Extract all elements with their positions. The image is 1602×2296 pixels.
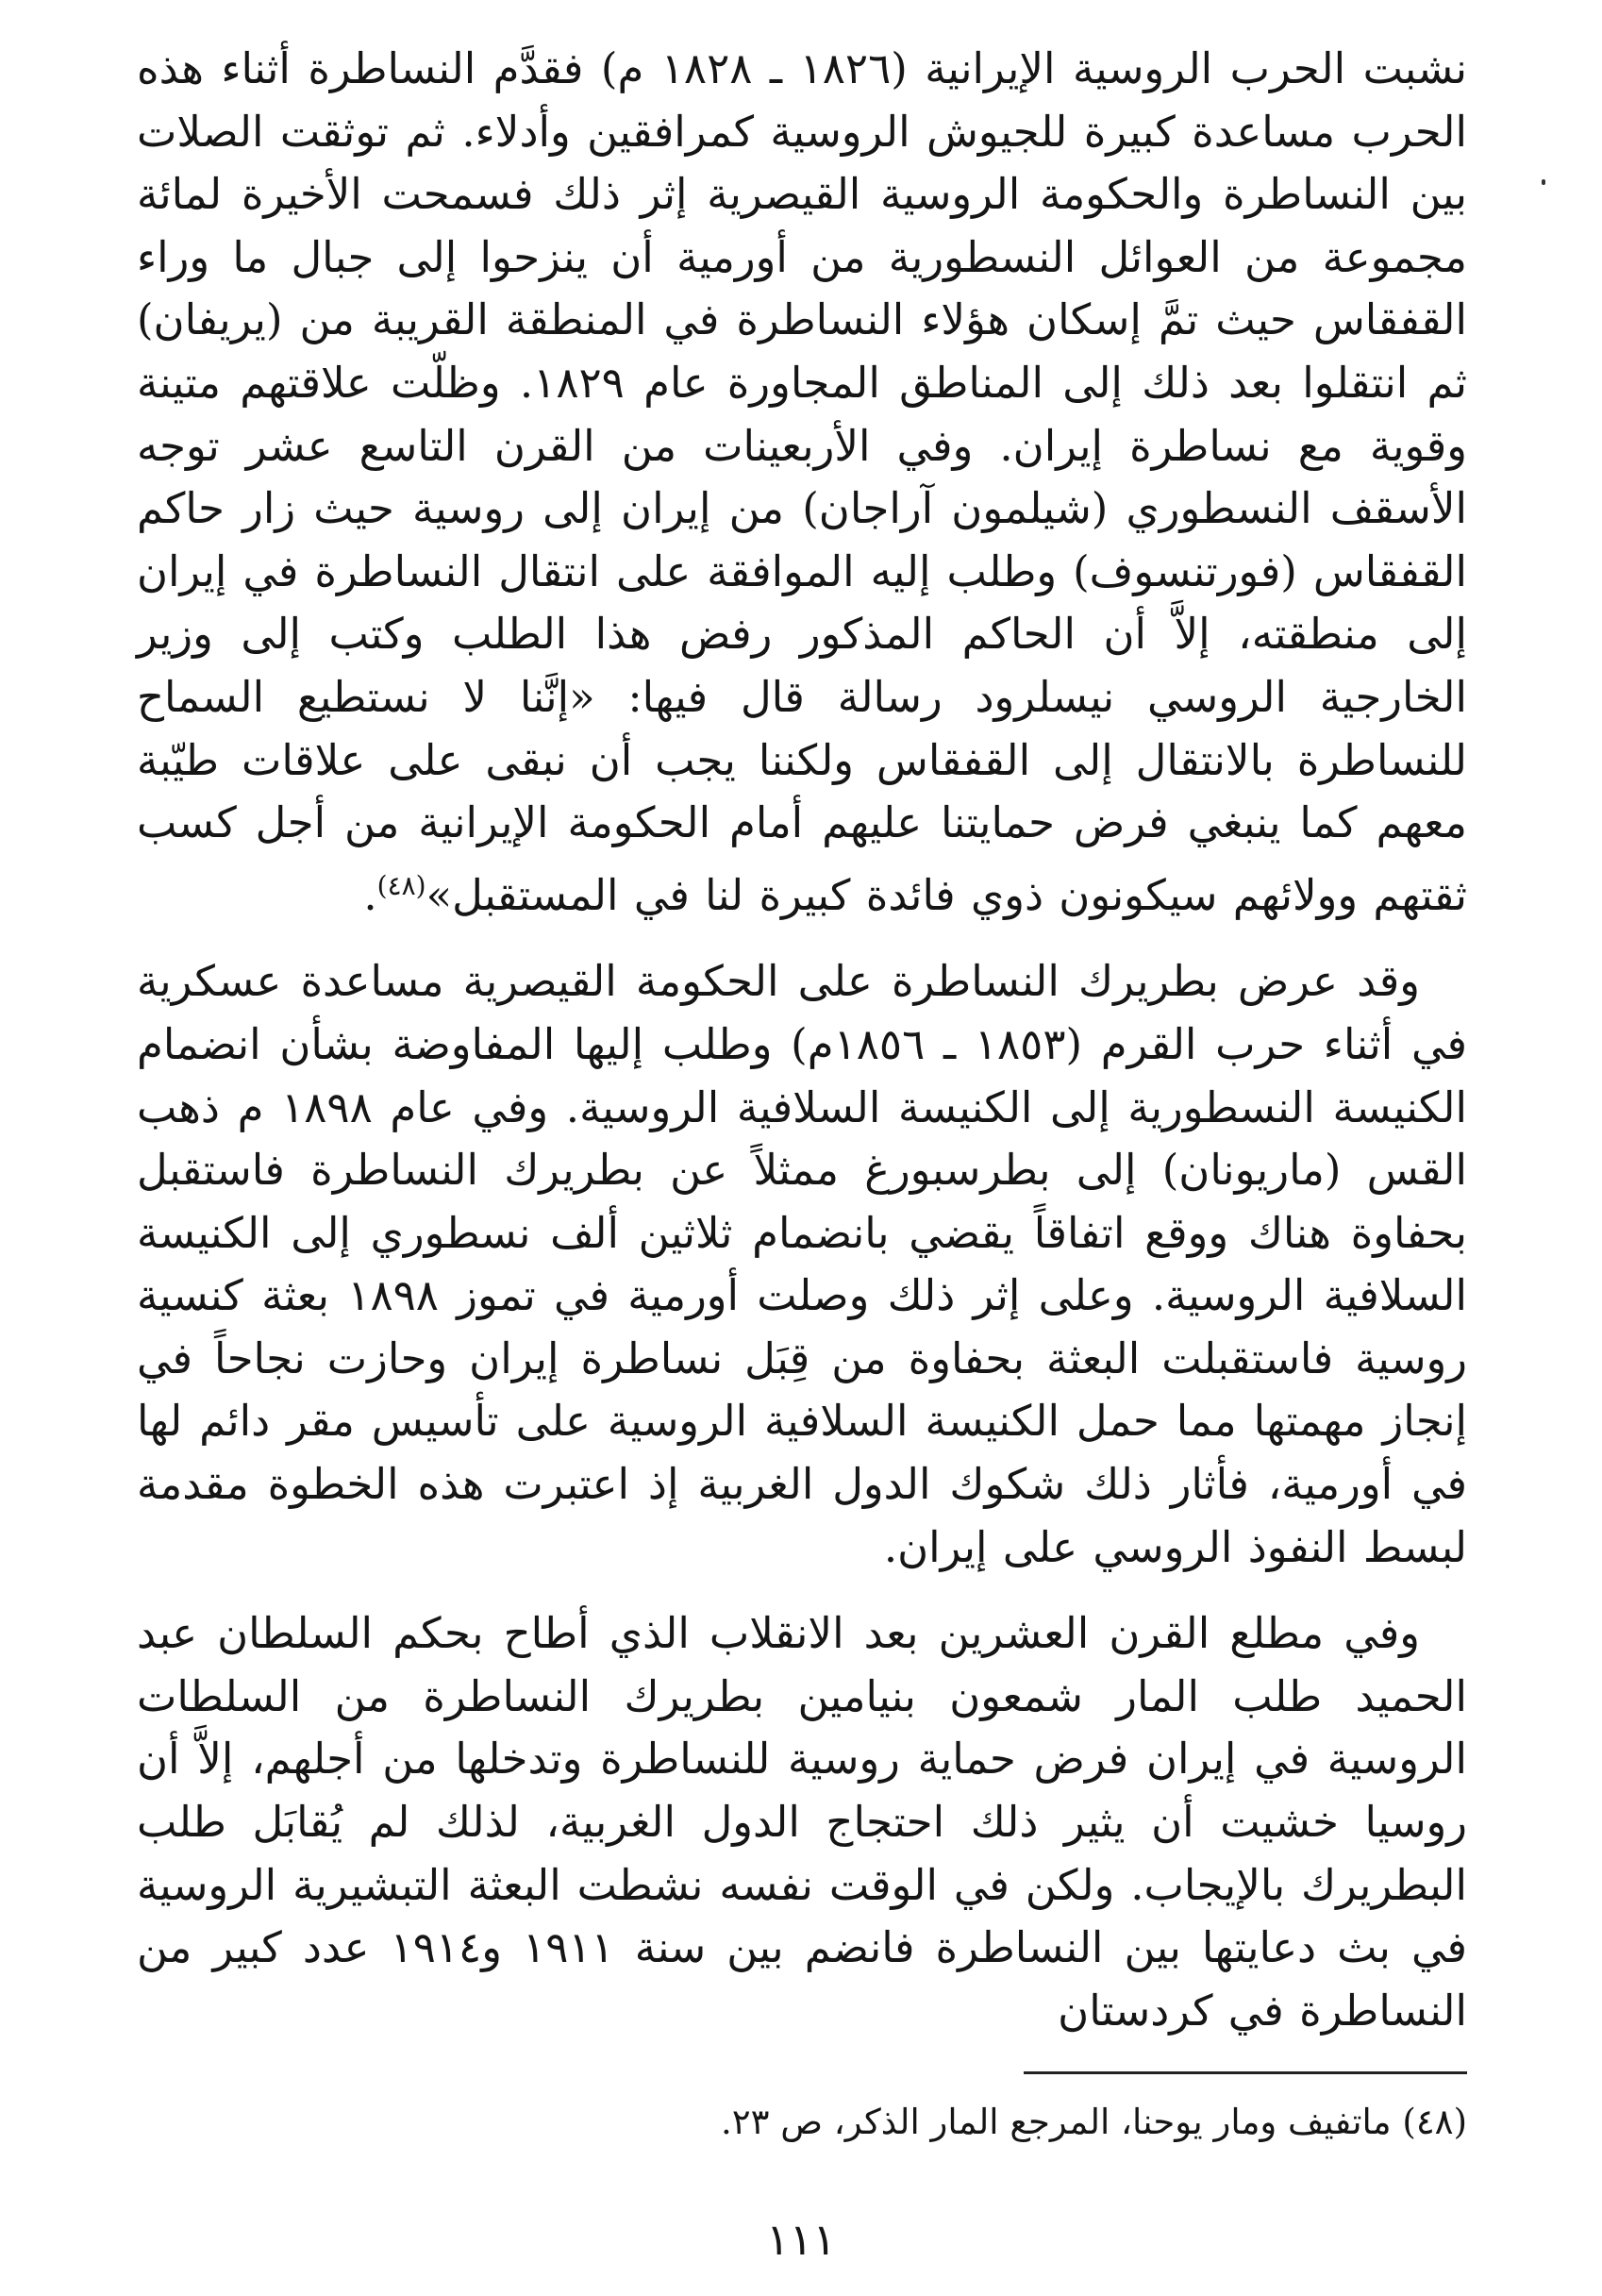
paragraph-2: وقد عرض بطريرك النساطرة على الحكومة القيصرية مساعدة عسكرية في أثناء حرب القرم (١٨٥٣ ـ ١٨٥٦م) وطلب إليها المفاوضة بشأن انضمام الكنيسة النسطورية إلى الكنيسة السلافية الروسية. وفي عام ١٨٩٨ م ذهب القس (ماريونان) إلى بطرسبورغ ممثلاً عن بطريرك النساطرة فاستقبل بحفاوة هناك ووقع اتفاقاً يقضي بانضمام ثلاثين ألف نسطوري إلى الكنيسة السلافية الروسية. وعلى إثر ذلك وصلت أورمية في تموز ١٨٩٨ بعثة كنسية روسية فاستقبلت البعثة بحفاوة من قِبَل نساطرة إيران وحازت نجاحاً في إنجاز مهمتها مما حمل الكنيسة السلافية الروسية على تأسيس مقر دائم لها في أورمية، فأثار ذلك شكوك الدول الغربية إذ اعتبرت هذه الخطوة مقدمة لبسط النفوذ الروسي على إيران.	[137, 956, 1467, 1572]
footnote-separator	[1024, 2071, 1467, 2074]
footnote: (٤٨) ماتفيف ومار يوحنا، المرجع المار الذكر، ص ٢٣.	[721, 2102, 1467, 2142]
paragraph-3: وفي مطلع القرن العشرين بعد الانقلاب الذي أطاح بحكم السلطان عبد الحميد طلب المار شمعون بنيامين بطريرك النساطرة من السلطات الروسية في إيران فرض حماية روسية للنساطرة وتدخلها من أجلهم، إلاَّ أن روسيا خشيت أن يثير ذلك احتجاج الدول الغربية، لذلك لم يُقابَل طلب البطريرك بالإيجاب. ولكن في الوقت نفسه نشطت البعثة التبشيرية الروسية في بث دعايتها بين النساطرة فانضم بين سنة ١٩١١ و١٩١٤ عدد كبير من النساطرة في كردستان	[137, 1608, 1467, 2036]
page-number: ١١١	[765, 2214, 837, 2265]
body-text	[137, 38, 1467, 2042]
scan-speck	[1542, 179, 1545, 185]
paragraph-1	[137, 38, 1467, 927]
paragraph-1-text: نشبت الحرب الروسية الإيرانية (١٨٢٦ ـ ١٨٢٨ م) فقدَّم النساطرة أثناء هذه الحرب مساعدة كبيرة للجيوش الروسية كمرافقين وأدلاء. ثم توثقت الصلات بين النساطرة والحكومة الروسية القيصرية إثر ذلك فسمحت الأخيرة لمائة مجموعة من العوائل النسطورية من أورمية أن ينزحوا إلى جبال ما وراء القفقاس حيث تمَّ إسكان هؤلاء النساطرة في المنطقة القريبة من (يريفان) ثم انتقلوا بعد ذلك إلى المناطق المجاورة عام ١٨٢٩. وظلّت علاقتهم متينة وقوية مع نساطرة إيران. وفي الأربعينات من القرن التاسع عشر توجه الأسقف النسطوري (شيلمون آراجان) من إيران إلى روسية حيث زار حاكم القفقاس (فورتنسوف) وطلب إليه الموافقة على انتقال النساطرة في إيران إلى منطقته، إلاَّ أن الحاكم المذكور رفض هذا الطلب وكتب إلى وزير الخارجية الروسي نيسلرود رسالة قال فيها: «إنَّنا لا نستطيع السماح للنساطرة بالانتقال إلى القفقاس ولكننا يجب أن نبقى على علاقات طيّبة معهم كما ينبغي فرض حمايتنا عليهم أمام الحكومة الإيرانية من أجل كسب ثقتهم وولائهم سيكونون ذوي فائدة كبيرة لنا في المستقبل»	[137, 43, 1467, 920]
footnote-reference: (٤٨)	[376, 869, 426, 901]
paragraph-1-end: .	[363, 869, 377, 920]
